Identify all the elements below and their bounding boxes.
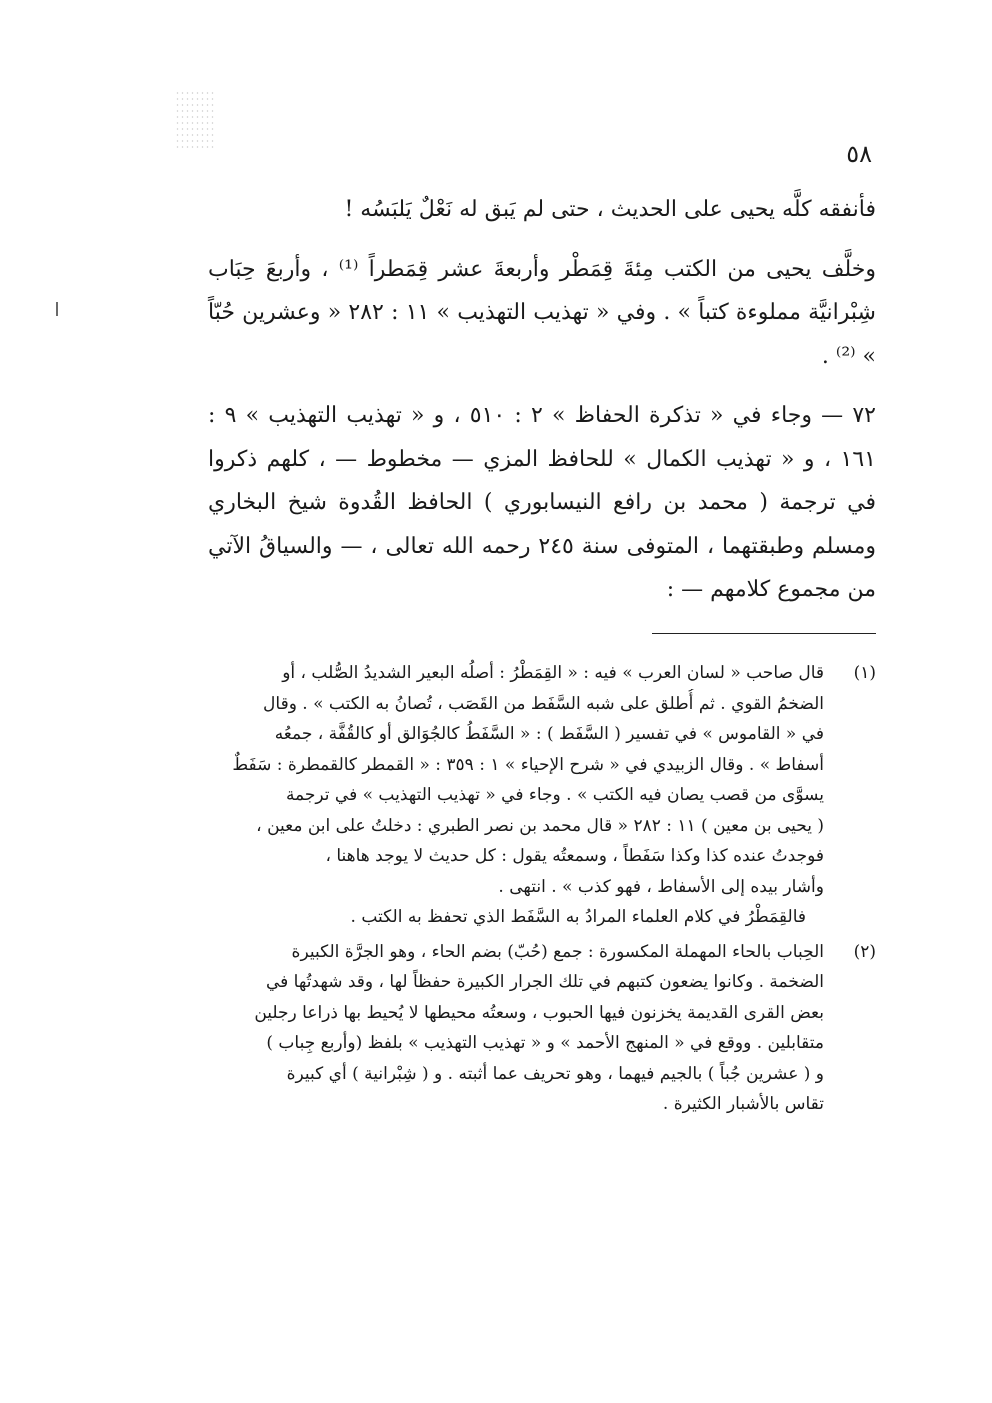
main-text (208, 188, 876, 612)
footnote (208, 937, 876, 1120)
paragraph: فأنفقه كلَّه يحيى على الحديث ، حتى لم يَبق له نَعْلٌ يَلبَسُه ! (344, 197, 876, 222)
paragraph: ٧٢ — وجاء في « تذكرة الحفاظ » ٢ : ٥١٠ ، و « تهذيب التهذيب » ٩ : ١٦١ ، و « تهذيب الكمال » للحافظ المزي — مخطوط — ، كلهم ذكروا في ترجمة ( محمد بن رافع النيسابوري ) الحافظ القُدوة شيخ البخاري ومسلم وطبقتهما ، المتوفى سنة ٢٤٥ رحمه الله تعالى ، — والسياقُ الآتي من مجموع كلامهم — : (208, 403, 876, 602)
footnote-line: قال صاحب « لسان العرب » فيه : « القِمَطْرُ : أصلُه البعير الشديدُ الصُّلب ، أو (282, 663, 824, 683)
footnotes (208, 658, 876, 1120)
footnote-separator (652, 633, 876, 634)
footnote (208, 658, 876, 933)
footnote-line: فوجدتُ عنده كذا وكذا سَفَطاً ، وسمعتُه يقول : كل حديث لا يوجد هاهنا ، (325, 846, 824, 866)
page-number: ٥٨ (846, 140, 872, 168)
footnote-line: الضخمُ القوي . ثم أُطلق على شبه السَّفَط من القَصَب ، تُصانُ به الكتب » . وقال (263, 693, 824, 714)
footnote-line: وأشار بيده إلى الأسفاط ، فهو كذب » . انتهى . (498, 876, 824, 897)
footnote-line: متقابلين . ووقع في « المنهج الأحمد » و « تهذيب التهذيب » بلفظ (وأربع جِباب ) (266, 1033, 824, 1053)
footnote-line: في « القاموس » في تفسير ( السَّفَط ) : « السَّفَطُ كالجُوَالق أو كالقُفَّة ، جمعُه (274, 724, 824, 744)
footnote-number: (٢) (853, 941, 876, 962)
footnote-line: الحِباب بالحاء المهملة المكسورة : جمع (حُبّ) بضم الحاء ، وهو الجرَّة الكبيرة (291, 941, 824, 962)
paragraph: وخلَّف يحيى من الكتب مِئةَ قِمَطْر وأربعةَ عشر قِمَطراً ⁽¹⁾ ، وأربعَ حِبَاب شِبْرانيَّة مملوءة كتباً » . وفي « تهذيب التهذيب » ١١ : ٢٨٢ « وعشرين حُبّاً » ⁽²⁾ . (208, 256, 876, 369)
margin-mark (56, 302, 58, 316)
footnote-line: أسفاط » . وقال الزبيدي في « شرح الإحياء » ١ : ٣٥٩ : « القمطر كالقمطرة : سَفَطٌ (232, 754, 824, 775)
footnote-line: يسوَّى من قصب يصان فيه الكتب » . وجاء في « تهذيب التهذيب » في ترجمة (285, 785, 824, 805)
footnote-number: (١) (853, 663, 876, 683)
footnote-line: تقاس بالأشبار الكثيرة . (662, 1094, 824, 1114)
footnote-line: فالقِمَطْرُ في كلام العلماء المرادُ به السَّفَط الذي تحفظ به الكتب . (350, 907, 806, 927)
footnote-line: ( يحيى بن معين ) ١١ : ٢٨٢ « قال محمد بن نصر الطبري : دخلتُ على ابن معين ، (256, 815, 824, 836)
footnote-line: بعض القرى القديمة يخزنون فيها الحبوب ، وسعتُه محيطها لا يُحيط بها ذراعا رجلين (254, 1002, 824, 1023)
footnote-line: الضخمة . وكانوا يضعون كتبهم في تلك الجرار الكبيرة حفظاً لها ، وقد شهدتُها في (265, 972, 824, 992)
footnote-line: و ( عشرين جُباً ) بالجيم فيهما ، وهو تحريف عما أثبته . و ( شِبْرانية ) أي كبيرة (286, 1063, 824, 1084)
scan-speckle (175, 90, 215, 150)
